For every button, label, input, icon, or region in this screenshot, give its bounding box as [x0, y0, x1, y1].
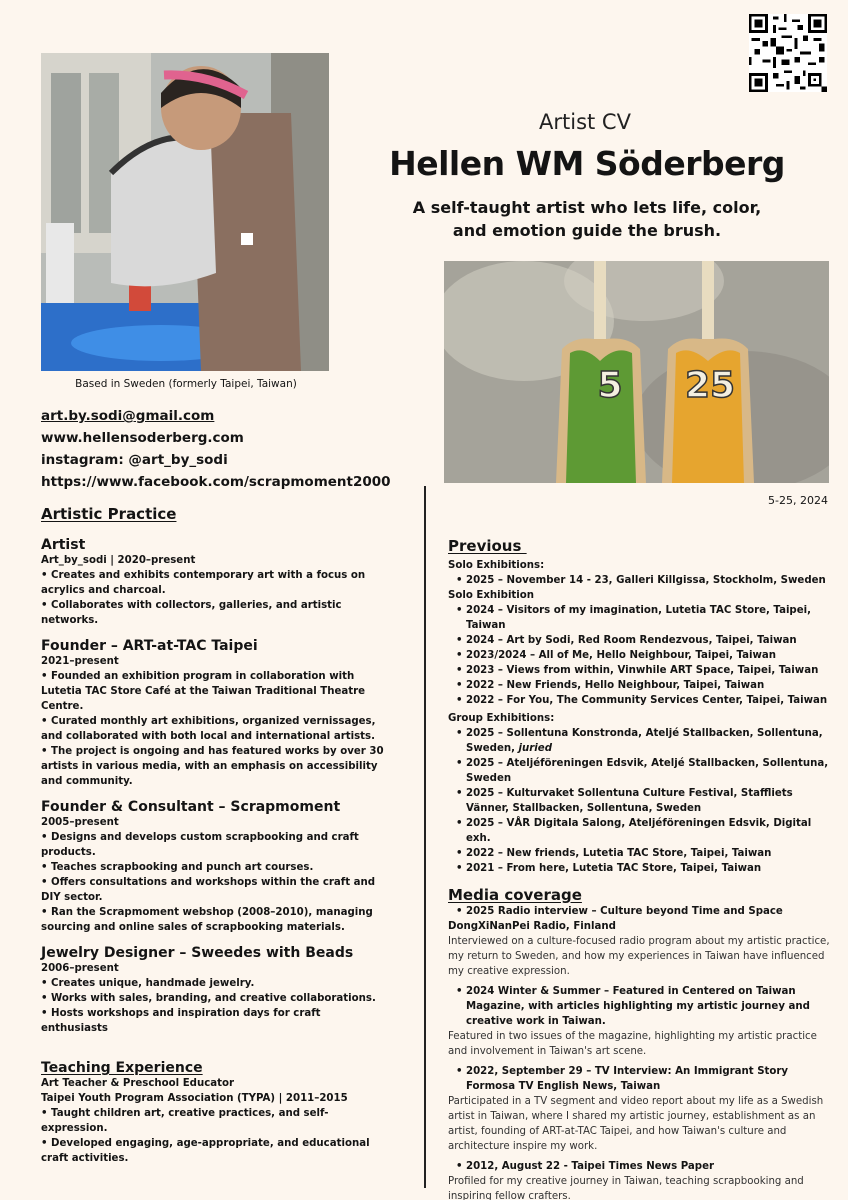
teaching-bullet: • Developed engaging, age-appropriate, and educational craft activities.: [41, 1138, 370, 1164]
media-item-title: • 2025 Radio interview – Culture beyond Time and Space: [448, 904, 833, 919]
teaching-org: Taipei Youth Program Association (TYPA) | 2011–2015: [41, 1093, 348, 1104]
role-bullet: • Designs and develops custom scrapbooking and craft products.: [41, 832, 359, 858]
list-item: • 2022 – New friends, Lutetia TAC Store, Taipei, Taiwan: [448, 846, 833, 861]
role-founder-tac: [41, 638, 386, 789]
previous-heading: Previous: [448, 537, 527, 555]
right-column: [448, 537, 833, 1200]
jersey-number-25: 25: [684, 365, 736, 406]
role-meta: 2021–present: [41, 656, 119, 667]
solo-list: [448, 573, 833, 588]
solo-list-2: [448, 603, 833, 708]
media-item-title: • 2012, August 22 - Taipei Times News Paper: [448, 1159, 833, 1174]
list-item: • 2023/2024 – All of Me, Hello Neighbour, Taipei, Taiwan: [448, 648, 833, 663]
role-artist: [41, 537, 386, 628]
list-item: • 2025 – Sollentuna Konstronda, Ateljé Stallbacken, Sollentuna, Sweden, juried: [448, 726, 833, 756]
artist-name: Hellen WM Söderberg: [389, 144, 785, 183]
painting-image: [444, 261, 829, 483]
media-heading: Media coverage: [448, 886, 582, 904]
role-bullet: • Teaches scrapbooking and punch art courses.: [41, 862, 314, 873]
juried-note: juried: [518, 743, 552, 754]
role-title: Jewelry Designer – Sweedes with Beads: [41, 945, 354, 961]
group-heading: Group Exhibitions:: [448, 713, 555, 724]
list-item: • 2022 – For You, The Community Services Center, Taipei, Taiwan: [448, 693, 833, 708]
role-bullet: • Offers consultations and workshops within the craft and DIY sector.: [41, 877, 376, 903]
teaching-role: Art Teacher & Preschool Educator: [41, 1078, 235, 1089]
teaching-bullet: • Taught children art, creative practices, and self-expression.: [41, 1108, 329, 1134]
teaching-section: [41, 1060, 386, 1166]
painting-date: 5-25, 2024: [768, 494, 828, 507]
tagline: A self-taught artist who lets life, color, and emotion guide the brush.: [412, 198, 762, 240]
role-title: Founder & Consultant – Scrapmoment: [41, 799, 341, 815]
role-meta: Art_by_sodi | 2020–present: [41, 555, 196, 566]
role-title: Artist: [41, 537, 86, 553]
list-item: • 2023 – Views from within, Vinwhile ART Space, Taipei, Taiwan: [448, 663, 833, 678]
role-bullet: • Curated monthly art exhibitions, organized vernissages, and collaborated with both local and international artists.: [41, 716, 376, 742]
role-jewelry: [41, 945, 386, 1036]
role-bullet: • Founded an exhibition program in collaboration with Lutetia TAC Store Café at the Taiwan Traditional Theatre Centre.: [41, 671, 366, 712]
media-item-title: • 2022, September 29 – TV Interview: An Immigrant Story Formosa TV English News, Taiwan: [448, 1064, 833, 1094]
column-divider: [424, 486, 426, 1188]
list-item: • 2025 – November 14 - 23, Galleri Killgissa, Stockholm, Sweden: [448, 573, 833, 588]
list-item: • 2022 – New Friends, Hello Neighbour, Taipei, Taiwan: [448, 678, 833, 693]
contacts: [41, 405, 411, 493]
role-bullet: • Hosts workshops and inspiration days for craft enthusiasts: [41, 1008, 321, 1034]
role-bullet: • Ran the Scrapmoment webshop (2008–2010), managing sourcing and online sales of scrapbooking materials.: [41, 907, 373, 933]
role-bullet: • The project is ongoing and has featured works by over 30 artists in various media, with an emphasis on accessibility and community.: [41, 746, 384, 787]
role-title: Founder – ART-at-TAC Taipei: [41, 638, 258, 654]
group-list: [448, 726, 833, 876]
email-link[interactable]: art.by.sodi@gmail.com: [41, 408, 215, 424]
role-scrapmoment: [41, 799, 386, 935]
practice-heading: Artistic Practice: [41, 505, 177, 523]
solo-heading: Solo Exhibitions:: [448, 560, 545, 571]
list-item: • 2024 – Visitors of my imagination, Lutetia TAC Store, Taipei, Taiwan: [448, 603, 833, 633]
role-bullet: • Works with sales, branding, and creative collaborations.: [41, 993, 376, 1004]
role-bullet: • Collaborates with collectors, galleries, and artistic networks.: [41, 600, 342, 626]
facebook-link[interactable]: https://www.facebook.com/scrapmoment2000: [41, 474, 391, 490]
solo-heading-2: Solo Exhibition: [448, 590, 535, 601]
list-item: • 2025 – VÅR Digitala Salong, Ateljéföreningen Edsvik, Digital exh.: [448, 816, 833, 846]
left-column: [41, 505, 386, 1166]
media-item-desc: Interviewed on a culture-focused radio program about my artistic practice, my return to Sweden, and how my experiences in Taiwan have influenced my creative expression.: [448, 936, 830, 977]
media-item-desc: Profiled for my creative journey in Taiwan, teaching scrapbooking and inspiring fellow crafters.: [448, 1176, 804, 1200]
role-bullet: • Creates and exhibits contemporary art with a focus on acrylics and charcoal.: [41, 570, 366, 596]
list-item: • 2025 – Ateljéföreningen Edsvik, Ateljé Stallbacken, Sollentuna, Sweden: [448, 756, 833, 786]
media-item-desc: Participated in a TV segment and video report about my life as a Swedish artist in Taiwan, where I shared my artistic journey, establishment as an artist, founding of ART-at-TAC Taipei, and how Taiwan's culture and architecture inspire my work.: [448, 1096, 824, 1152]
teaching-heading: Teaching Experience: [41, 1060, 203, 1076]
website-link[interactable]: www.hellensoderberg.com: [41, 430, 244, 446]
photo-caption: Based in Sweden (formerly Taipei, Taiwan): [75, 378, 297, 390]
list-item: • 2021 – From here, Lutetia TAC Store, Taipei, Taiwan: [448, 861, 833, 876]
artist-photo: [41, 53, 329, 371]
role-meta: 2006–present: [41, 963, 119, 974]
role-meta: 2005–present: [41, 817, 119, 828]
media-item-desc: Featured in two issues of the magazine, highlighting my artistic practice and involvement in Taiwan's art scene.: [448, 1031, 817, 1057]
jersey-number-5: 5: [597, 365, 623, 406]
media-item-title: • 2024 Winter & Summer – Featured in Centered on Taiwan Magazine, with articles highlighting my artistic journey and creative work in Taiwan.: [448, 984, 833, 1029]
cv-label: Artist CV: [539, 110, 631, 134]
media-list: [448, 904, 833, 919]
media-item-source: DongXiNanPei Radio, Finland: [448, 921, 616, 932]
list-item: • 2025 – Kulturvaket Sollentuna Culture Festival, Staffliets Vänner, Stallbacken, Sollentuna, Sweden: [448, 786, 833, 816]
role-bullet: • Creates unique, handmade jewelry.: [41, 978, 255, 989]
qr-code[interactable]: [749, 14, 827, 92]
list-item: • 2024 – Art by Sodi, Red Room Rendezvous, Taipei, Taiwan: [448, 633, 833, 648]
instagram-link[interactable]: instagram: @art_by_sodi: [41, 452, 228, 468]
